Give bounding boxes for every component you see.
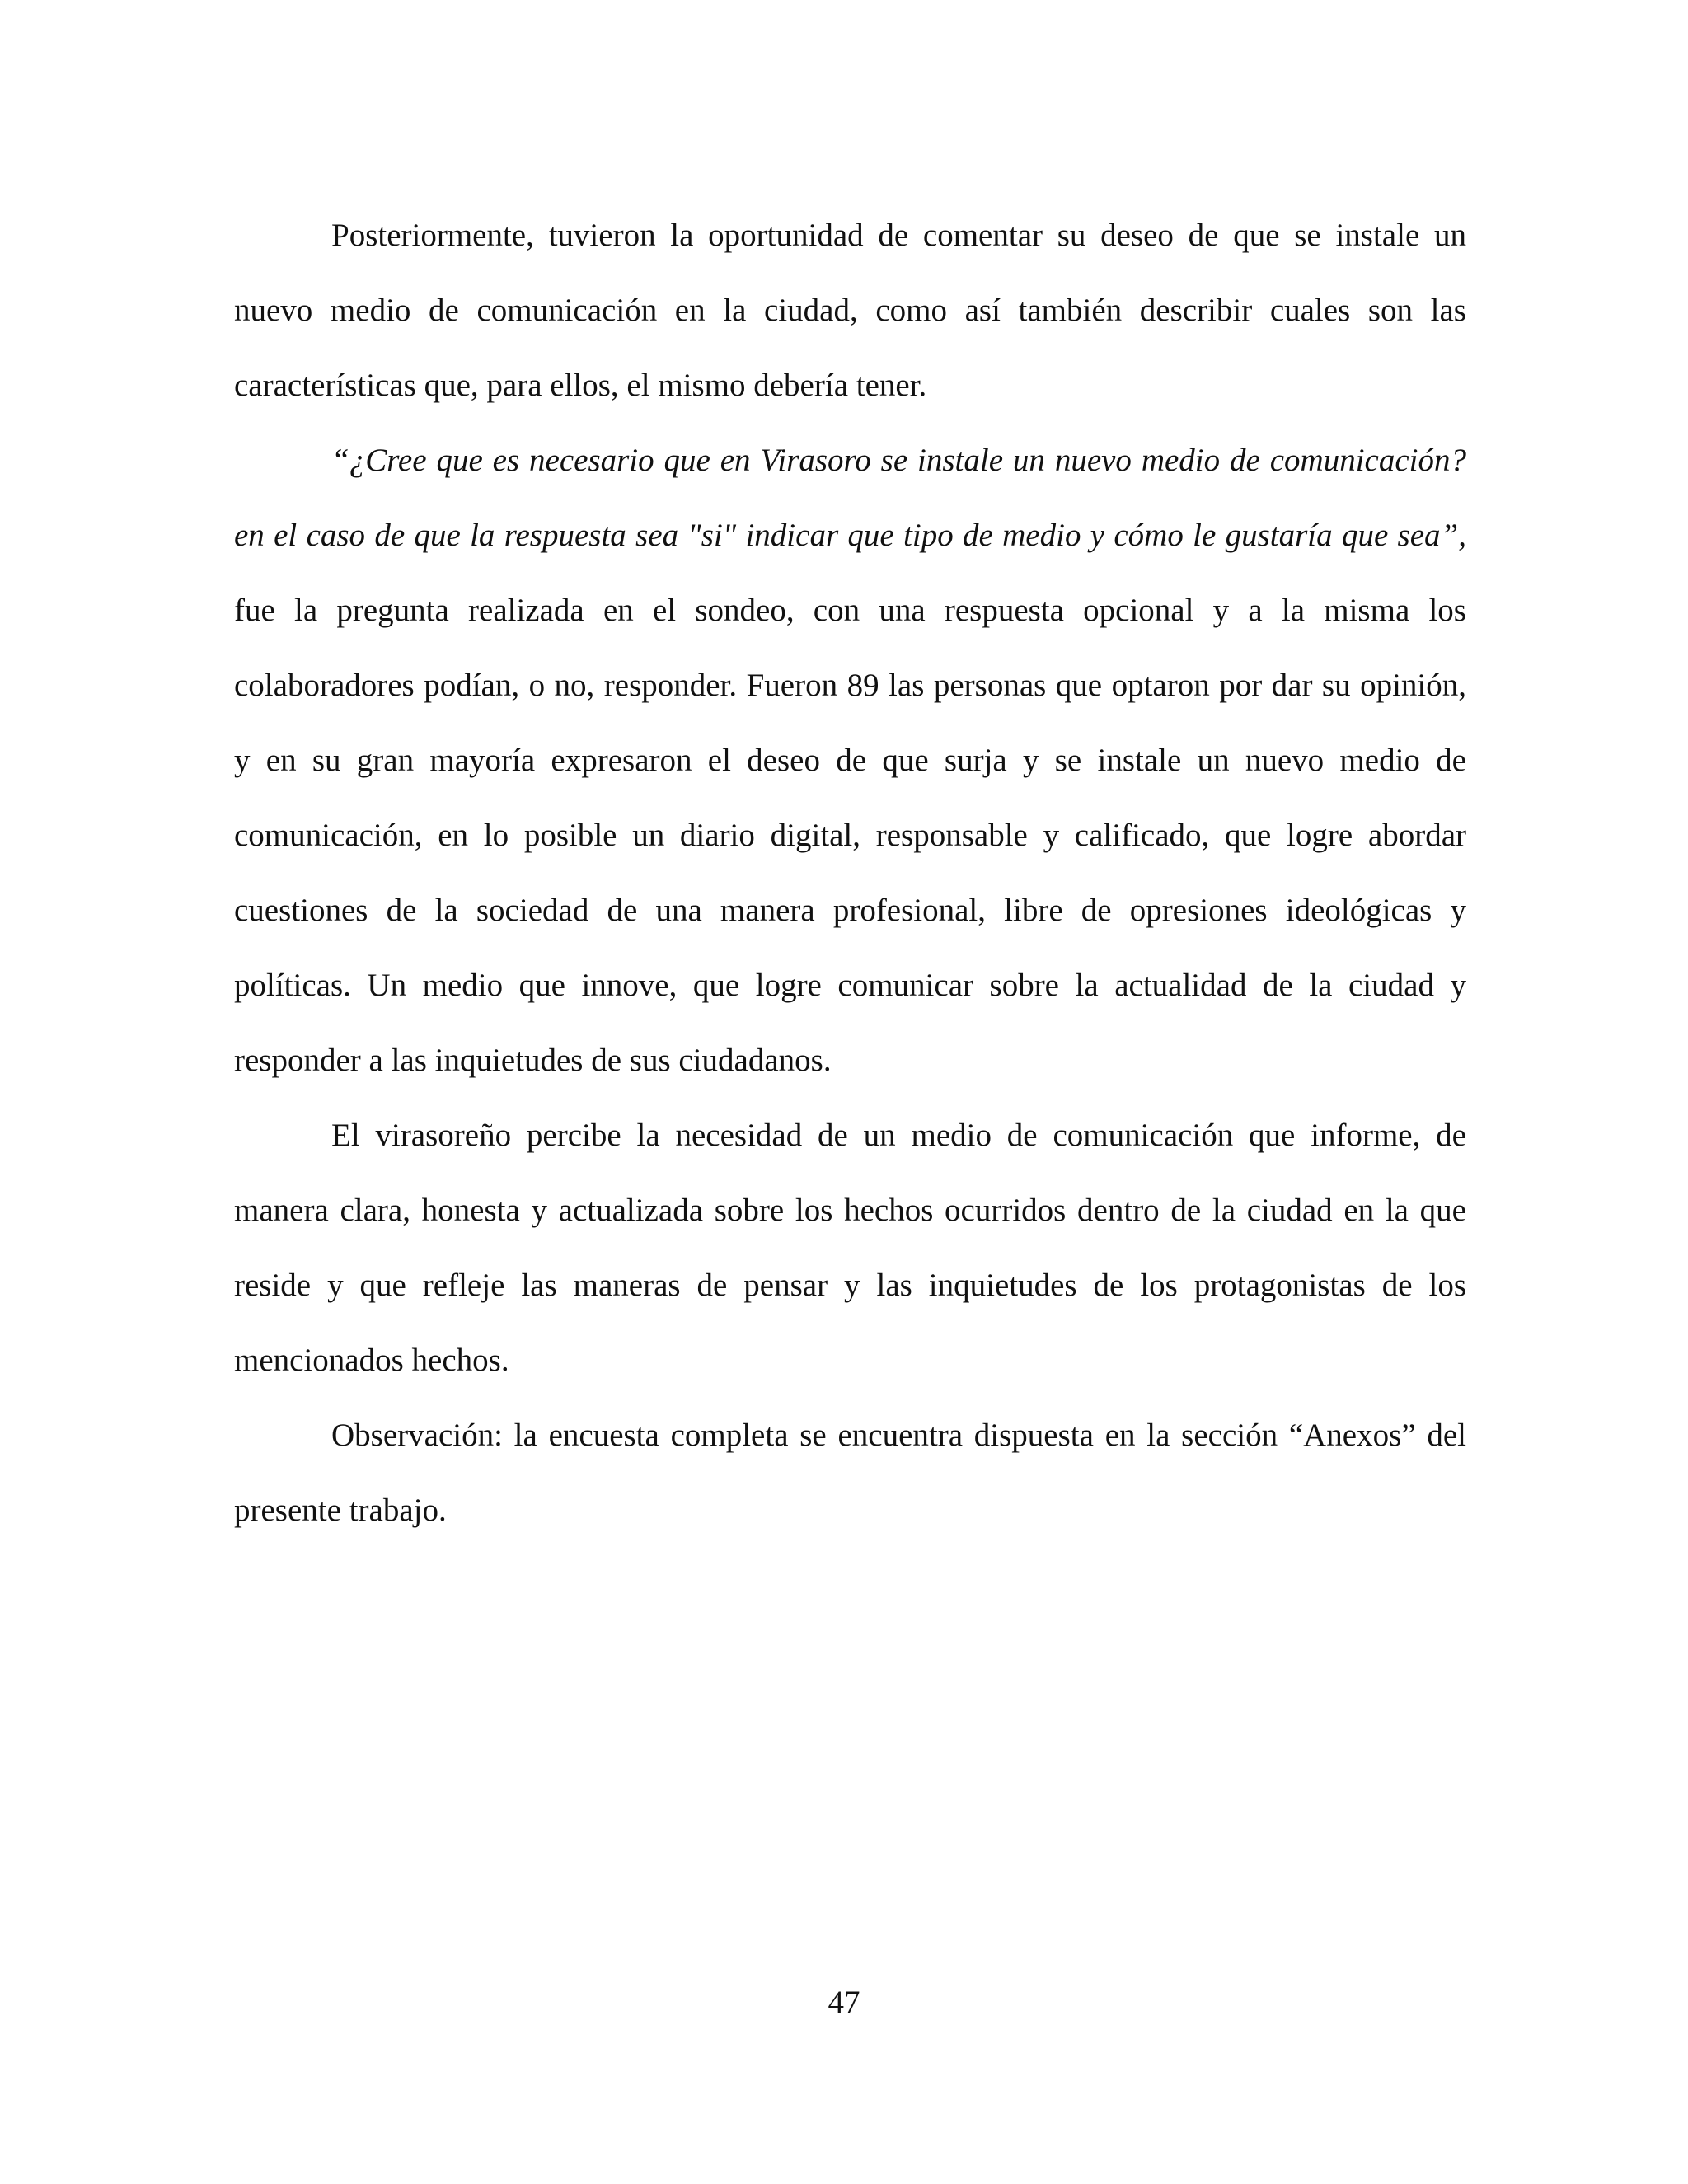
paragraph-2 <box>234 423 1466 1098</box>
paragraph-1: Posteriormente, tuvieron la oportunidad de comentar su deseo de que se instale un nuevo medio de comunicación en la ciudad, como así también describir cuales son las características que, para ellos, el mismo debería tener. <box>234 218 1466 403</box>
paragraph-2-text: fue la pregunta realizada en el sondeo, con una respuesta opcional y a la misma los colaboradores podían, o no, responder. Fueron 89 las personas que optaron por dar su opinión, y en su gran mayoría expresaron el deseo de que surja y se instale un nuevo medio de comunicación, en lo posible un diario digital, responsable y calificado, que logre abordar cuestiones de la sociedad de una manera profesional, libre de opresiones ideológicas y políticas. Un medio que innove, que logre comunicar sobre la actualidad de la ciudad y responder a las inquietudes de sus ciudadanos. <box>234 593 1466 1078</box>
paragraph-4: Observación: la encuesta completa se encuentra dispuesta en la sección “Anexos” del presente trabajo. <box>234 1418 1466 1528</box>
paragraph-3: El virasoreño percibe la necesidad de un medio de comunicación que informe, de manera clara, honesta y actualizada sobre los hechos ocurridos dentro de la ciudad en la que reside y que refleje las maneras de pensar y las inquietudes de los protagonistas de los mencionados hechos. <box>234 1118 1466 1378</box>
page-number: 47 <box>828 1985 860 2020</box>
survey-question-quote: “¿Cree que es necesario que en Virasoro se instale un nuevo medio de comunicación? en el caso de que la respuesta sea "si" indicar que tipo de medio y cómo le gustaría que sea”, <box>234 443 1466 553</box>
body-text <box>234 198 1466 1548</box>
